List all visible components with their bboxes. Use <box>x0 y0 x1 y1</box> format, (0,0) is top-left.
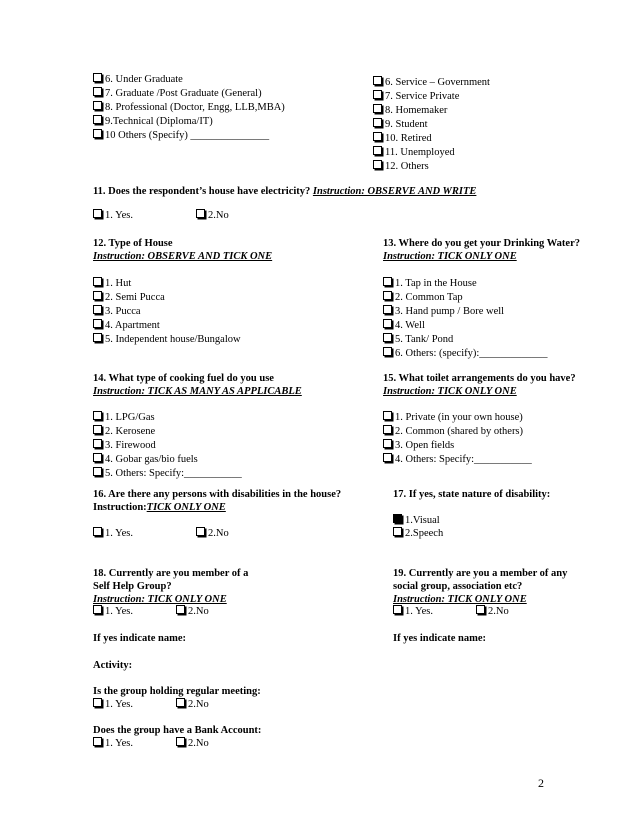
checkbox-icon[interactable] <box>93 129 102 138</box>
checkbox-icon[interactable] <box>93 209 102 218</box>
q19-title-line2: social group, association etc? <box>393 581 523 592</box>
q18-meeting-no-option[interactable]: 2.No <box>176 698 209 711</box>
education-option[interactable]: 10 Others (Specify) _______________ <box>93 129 269 142</box>
q14-option[interactable]: 1. LPG/Gas <box>93 411 155 424</box>
checkbox-icon[interactable] <box>383 319 392 328</box>
q17-title: 17. If yes, state nature of disability: <box>393 489 551 500</box>
q13-option[interactable]: 2. Common Tap <box>383 291 463 304</box>
education-option[interactable]: 9.Technical (Diploma/IT) <box>93 115 213 128</box>
checkbox-icon[interactable] <box>373 104 382 113</box>
checkbox-icon[interactable] <box>373 146 382 155</box>
q13-option[interactable]: 6. Others: (specify):_____________ <box>383 347 548 360</box>
q15-option[interactable]: 2. Common (shared by others) <box>383 425 523 438</box>
checkbox-icon[interactable] <box>373 76 382 85</box>
q14-option[interactable]: 4. Gobar gas/bio fuels <box>93 453 198 466</box>
q18-bank-yes-option[interactable]: 1. Yes. <box>93 737 133 750</box>
q14-option[interactable]: 2. Kerosene <box>93 425 155 438</box>
q11-question: 11. Does the respondent’s house have electricity? Instruction: OBSERVE AND WRITE <box>93 186 477 197</box>
occupation-option[interactable]: 12. Others <box>373 160 429 173</box>
checkbox-icon[interactable] <box>93 305 102 314</box>
checkbox-icon[interactable] <box>196 527 205 536</box>
q12-option[interactable]: 5. Independent house/Bungalow <box>93 333 241 346</box>
q12-option[interactable]: 3. Pucca <box>93 305 141 318</box>
occupation-option[interactable]: 11. Unemployed <box>373 146 455 159</box>
q18-name-label: If yes indicate name: <box>93 633 187 644</box>
q15-title: 15. What toilet arrangements do you have? <box>383 373 576 384</box>
checkbox-icon[interactable] <box>383 411 392 420</box>
checkbox-icon[interactable] <box>93 319 102 328</box>
checkbox-icon[interactable] <box>373 160 382 169</box>
checkbox-icon[interactable] <box>383 333 392 342</box>
checkbox-icon[interactable] <box>393 605 402 614</box>
education-option[interactable]: 8. Professional (Doctor, Engg, LLB,MBA) <box>93 101 285 114</box>
education-option[interactable]: 6. Under Graduate <box>93 73 183 86</box>
checkbox-icon[interactable] <box>176 698 185 707</box>
checkbox-icon[interactable] <box>93 333 102 342</box>
q18-title-line2: Self Help Group? <box>93 581 172 592</box>
occupation-option[interactable]: 9. Student <box>373 118 428 131</box>
checkbox-icon[interactable] <box>93 698 102 707</box>
education-option[interactable]: 7. Graduate /Post Graduate (General) <box>93 87 262 100</box>
checkbox-icon[interactable] <box>93 73 102 82</box>
q15-instruction: Instruction: TICK ONLY ONE <box>383 386 517 397</box>
q12-option[interactable]: 1. Hut <box>93 277 131 290</box>
q13-option[interactable]: 5. Tank/ Pond <box>383 333 453 346</box>
q15-option[interactable]: 4. Others: Specify:___________ <box>383 453 532 466</box>
q19-title: 19. Currently are you a member of any <box>393 568 568 579</box>
q14-title: 14. What type of cooking fuel do you use <box>93 373 274 384</box>
checkbox-icon[interactable] <box>93 737 102 746</box>
q17-option[interactable]: 2.Speech <box>393 527 443 540</box>
q11-no-option[interactable]: 2.No <box>196 209 229 222</box>
q13-option[interactable]: 3. Hand pump / Bore well <box>383 305 504 318</box>
checkbox-icon[interactable] <box>476 605 485 614</box>
checkbox-checked-icon[interactable] <box>393 514 402 523</box>
checkbox-icon[interactable] <box>196 209 205 218</box>
q15-option[interactable]: 3. Open fields <box>383 439 454 452</box>
q13-instruction: Instruction: TICK ONLY ONE <box>383 251 517 262</box>
checkbox-icon[interactable] <box>383 425 392 434</box>
q18-no-option[interactable]: 2.No <box>176 605 209 618</box>
q15-option[interactable]: 1. Private (in your own house) <box>383 411 523 424</box>
checkbox-icon[interactable] <box>93 115 102 124</box>
occupation-option[interactable]: 6. Service – Government <box>373 76 490 89</box>
checkbox-icon[interactable] <box>383 277 392 286</box>
checkbox-icon[interactable] <box>373 132 382 141</box>
checkbox-icon[interactable] <box>383 305 392 314</box>
checkbox-icon[interactable] <box>383 453 392 462</box>
q18-activity-label: Activity: <box>93 660 133 671</box>
checkbox-icon[interactable] <box>93 101 102 110</box>
checkbox-icon[interactable] <box>93 291 102 300</box>
checkbox-icon[interactable] <box>383 439 392 448</box>
checkbox-icon[interactable] <box>93 453 102 462</box>
q13-option[interactable]: 1. Tap in the House <box>383 277 477 290</box>
checkbox-icon[interactable] <box>93 87 102 96</box>
q18-bank-question: Does the group have a Bank Account: <box>93 725 262 736</box>
q18-yes-option[interactable]: 1. Yes. <box>93 605 133 618</box>
checkbox-icon[interactable] <box>383 291 392 300</box>
q14-instruction: Instruction: TICK AS MANY AS APPLICABLE <box>93 386 302 397</box>
checkbox-icon[interactable] <box>93 411 102 420</box>
q18-meeting-yes-option[interactable]: 1. Yes. <box>93 698 133 711</box>
q11-yes-option[interactable]: 1. Yes. <box>93 209 133 222</box>
q16-title: 16. Are there any persons with disabilities in the house? <box>93 489 342 500</box>
q12-instruction: Instruction: OBSERVE AND TICK ONE <box>93 251 273 262</box>
occupation-option[interactable]: 7. Service Private <box>373 90 459 103</box>
checkbox-icon[interactable] <box>176 605 185 614</box>
q13-title: 13. Where do you get your Drinking Water? <box>383 238 580 249</box>
q17-option[interactable]: 1.Visual <box>393 514 440 527</box>
checkbox-icon[interactable] <box>383 347 392 356</box>
q12-option[interactable]: 2. Semi Pucca <box>93 291 165 304</box>
q14-option[interactable]: 3. Firewood <box>93 439 156 452</box>
checkbox-icon[interactable] <box>93 467 102 476</box>
q19-yes-option[interactable]: 1. Yes. <box>393 605 433 618</box>
q16-yes-option[interactable]: 1. Yes. <box>93 527 133 540</box>
checkbox-icon[interactable] <box>393 527 402 536</box>
q19-instruction: Instruction: TICK ONLY ONE <box>393 594 527 605</box>
q16-no-option[interactable]: 2.No <box>196 527 229 540</box>
q14-option[interactable]: 5. Others: Specify:___________ <box>93 467 242 480</box>
q16-instruction: Instruction:TICK ONLY ONE <box>93 502 226 513</box>
occupation-option[interactable]: 10. Retired <box>373 132 432 145</box>
page-number: 2 <box>538 776 544 790</box>
checkbox-icon[interactable] <box>373 90 382 99</box>
q19-name-label: If yes indicate name: <box>393 633 487 644</box>
q18-instruction: Instruction: TICK ONLY ONE <box>93 594 227 605</box>
occupation-option[interactable]: 8. Homemaker <box>373 104 447 117</box>
checkbox-icon[interactable] <box>93 605 102 614</box>
checkbox-icon[interactable] <box>176 737 185 746</box>
checkbox-icon[interactable] <box>373 118 382 127</box>
q12-option[interactable]: 4. Apartment <box>93 319 160 332</box>
checkbox-icon[interactable] <box>93 425 102 434</box>
q18-title: 18. Currently are you member of a <box>93 568 249 579</box>
q13-option[interactable]: 4. Well <box>383 319 425 332</box>
q19-no-option[interactable]: 2.No <box>476 605 509 618</box>
checkbox-icon[interactable] <box>93 439 102 448</box>
q18-bank-no-option[interactable]: 2.No <box>176 737 209 750</box>
checkbox-icon[interactable] <box>93 277 102 286</box>
q18-meeting-question: Is the group holding regular meeting: <box>93 686 261 697</box>
checkbox-icon[interactable] <box>93 527 102 536</box>
q12-title: 12. Type of House <box>93 238 173 249</box>
